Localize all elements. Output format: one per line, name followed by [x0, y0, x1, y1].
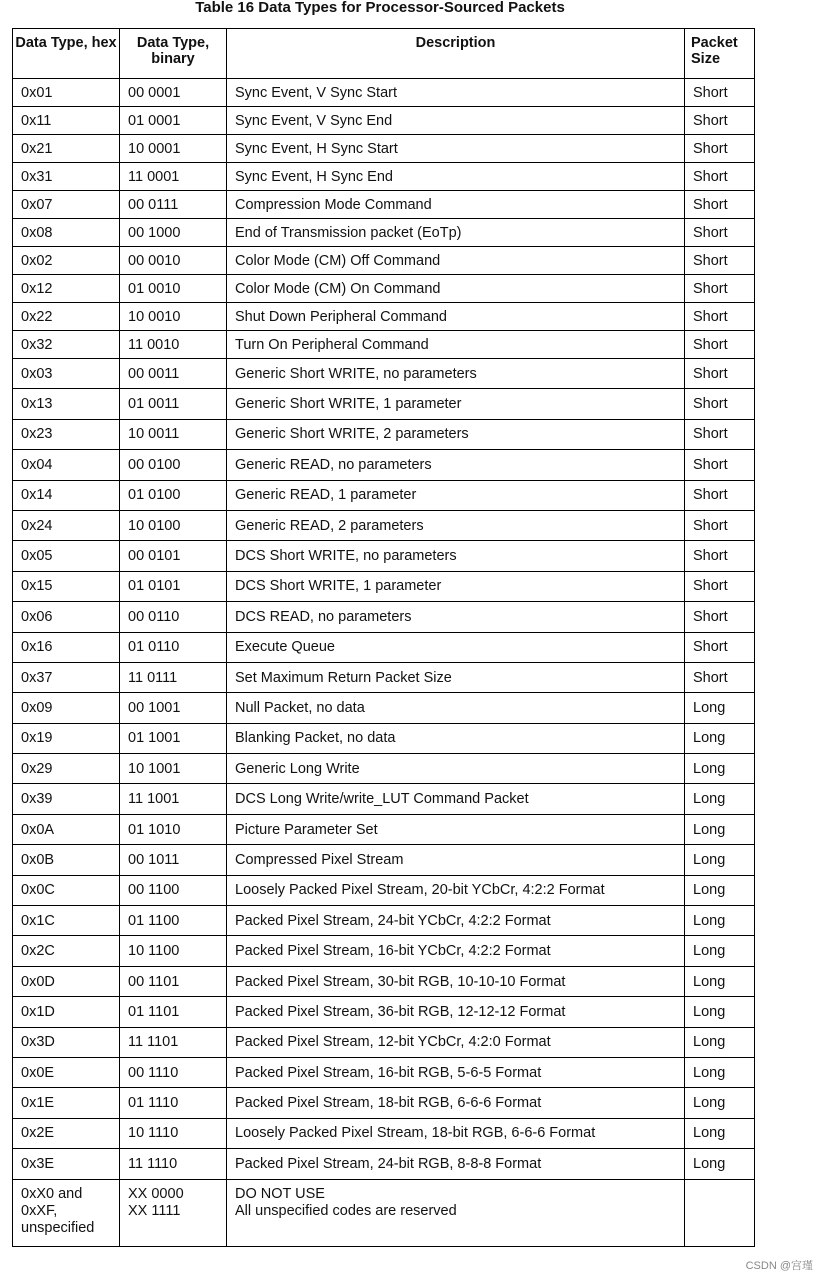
- cell-binary: 10 0100: [120, 510, 227, 540]
- cell-binary: 00 0111: [120, 191, 227, 219]
- table-body: [13, 79, 755, 1247]
- cell-description: Packed Pixel Stream, 36-bit RGB, 12-12-12 Format: [227, 997, 685, 1027]
- table-row: [13, 389, 755, 419]
- cell-binary: 01 0011: [120, 389, 227, 419]
- table-row: [13, 662, 755, 692]
- cell-binary: 00 1011: [120, 845, 227, 875]
- cell-hex: 0x1D: [13, 997, 120, 1027]
- cell-description: Packed Pixel Stream, 16-bit RGB, 5-6-5 Format: [227, 1057, 685, 1087]
- table-title: Table 16 Data Types for Processor-Sourced Packets: [195, 0, 565, 16]
- cell-description: Generic READ, no parameters: [227, 450, 685, 480]
- table-row: [13, 1149, 755, 1179]
- data-types-table: [12, 28, 755, 1247]
- table-row: [13, 79, 755, 107]
- cell-description: Sync Event, H Sync End: [227, 163, 685, 191]
- header-description: Description: [227, 29, 685, 79]
- cell-binary: 00 1001: [120, 693, 227, 723]
- cell-packet-size: Short: [685, 632, 755, 662]
- cell-hex: 0x0D: [13, 966, 120, 996]
- cell-packet-size: Long: [685, 1057, 755, 1087]
- watermark: CSDN @宫瑾: [745, 1260, 813, 1272]
- cell-binary: 11 1001: [120, 784, 227, 814]
- cell-packet-size: Long: [685, 966, 755, 996]
- cell-hex: 0x0C: [13, 875, 120, 905]
- header-binary: Data Type, binary: [120, 29, 227, 79]
- cell-binary: 01 1001: [120, 723, 227, 753]
- cell-hex: 0x3D: [13, 1027, 120, 1057]
- cell-packet-size: Short: [685, 450, 755, 480]
- cell-binary: 00 0011: [120, 359, 227, 389]
- cell-description: Shut Down Peripheral Command: [227, 303, 685, 331]
- cell-description: Set Maximum Return Packet Size: [227, 662, 685, 692]
- table-row: [13, 219, 755, 247]
- cell-binary: 01 1110: [120, 1088, 227, 1118]
- cell-packet-size: [685, 1179, 755, 1246]
- cell-binary: 10 0011: [120, 419, 227, 449]
- cell-hex: 0x07: [13, 191, 120, 219]
- cell-packet-size: Short: [685, 331, 755, 359]
- cell-packet-size: Long: [685, 997, 755, 1027]
- cell-packet-size: Short: [685, 191, 755, 219]
- cell-hex: 0x19: [13, 723, 120, 753]
- cell-hex: 0x09: [13, 693, 120, 723]
- cell-description: Generic Short WRITE, 2 parameters: [227, 419, 685, 449]
- cell-description: Sync Event, V Sync Start: [227, 79, 685, 107]
- cell-description: DCS Long Write/write_LUT Command Packet: [227, 784, 685, 814]
- cell-packet-size: Long: [685, 693, 755, 723]
- cell-binary-line: XX 1111: [128, 1202, 181, 1219]
- cell-packet-size: Short: [685, 163, 755, 191]
- table-row: [13, 303, 755, 331]
- cell-description: Picture Parameter Set: [227, 814, 685, 844]
- cell-description: Compressed Pixel Stream: [227, 845, 685, 875]
- cell-binary: 10 1110: [120, 1118, 227, 1148]
- table-row: [13, 107, 755, 135]
- table-row: [13, 331, 755, 359]
- cell-binary: 01 0100: [120, 480, 227, 510]
- cell-binary: 00 0101: [120, 541, 227, 571]
- cell-hex: 0x1C: [13, 906, 120, 936]
- cell-binary: 10 1001: [120, 754, 227, 784]
- table-row: [13, 510, 755, 540]
- cell-hex: 0x15: [13, 571, 120, 601]
- cell-binary: 00 1101: [120, 966, 227, 996]
- cell-description: Loosely Packed Pixel Stream, 20-bit YCbCr, 4:2:2 Format: [227, 875, 685, 905]
- cell-description: Generic Short WRITE, 1 parameter: [227, 389, 685, 419]
- cell-packet-size: Long: [685, 936, 755, 966]
- cell-packet-size: Short: [685, 79, 755, 107]
- cell-hex-line: 0xX0 and: [21, 1185, 83, 1202]
- cell-packet-size: Long: [685, 784, 755, 814]
- cell-hex: 0x02: [13, 247, 120, 275]
- cell-hex: 0x12: [13, 275, 120, 303]
- cell-binary: 00 0100: [120, 450, 227, 480]
- table-row: [13, 936, 755, 966]
- cell-binary: 01 1010: [120, 814, 227, 844]
- cell-hex: 0x0B: [13, 845, 120, 875]
- table-row: [13, 480, 755, 510]
- cell-binary: 11 1101: [120, 1027, 227, 1057]
- cell-binary: 00 1000: [120, 219, 227, 247]
- cell-packet-size: Long: [685, 875, 755, 905]
- cell-hex: 0x04: [13, 450, 120, 480]
- cell-packet-size: Short: [685, 219, 755, 247]
- cell-hex: [13, 1179, 120, 1246]
- cell-description: Packed Pixel Stream, 16-bit YCbCr, 4:2:2 Format: [227, 936, 685, 966]
- table-row: [13, 906, 755, 936]
- cell-description: Null Packet, no data: [227, 693, 685, 723]
- cell-binary: 10 0001: [120, 135, 227, 163]
- cell-packet-size: Long: [685, 723, 755, 753]
- cell-binary: 10 1100: [120, 936, 227, 966]
- cell-binary: 11 0010: [120, 331, 227, 359]
- cell-hex: 0x13: [13, 389, 120, 419]
- cell-description: Packed Pixel Stream, 24-bit YCbCr, 4:2:2 Format: [227, 906, 685, 936]
- cell-packet-size: Long: [685, 814, 755, 844]
- cell-packet-size: Short: [685, 662, 755, 692]
- cell-description: Turn On Peripheral Command: [227, 331, 685, 359]
- cell-hex: 0x21: [13, 135, 120, 163]
- cell-hex: 0x24: [13, 510, 120, 540]
- table-row: [13, 693, 755, 723]
- cell-description: Color Mode (CM) On Command: [227, 275, 685, 303]
- cell-hex: 0x31: [13, 163, 120, 191]
- cell-hex: 0x1E: [13, 1088, 120, 1118]
- cell-packet-size: Short: [685, 107, 755, 135]
- cell-hex: 0x16: [13, 632, 120, 662]
- cell-binary: 01 0101: [120, 571, 227, 601]
- cell-packet-size: Long: [685, 754, 755, 784]
- cell-description: Packed Pixel Stream, 12-bit YCbCr, 4:2:0 Format: [227, 1027, 685, 1057]
- cell-description: Sync Event, V Sync End: [227, 107, 685, 135]
- cell-binary: 00 1100: [120, 875, 227, 905]
- cell-binary-line: XX 0000: [128, 1185, 184, 1202]
- cell-hex: 0x06: [13, 602, 120, 632]
- cell-description: [227, 1179, 685, 1246]
- table-row: [13, 359, 755, 389]
- cell-packet-size: Short: [685, 247, 755, 275]
- table-row: [13, 571, 755, 601]
- cell-binary: 00 0010: [120, 247, 227, 275]
- cell-hex: 0x03: [13, 359, 120, 389]
- cell-binary: 00 1110: [120, 1057, 227, 1087]
- cell-binary: 11 0001: [120, 163, 227, 191]
- cell-hex: 0x37: [13, 662, 120, 692]
- cell-binary: 01 0110: [120, 632, 227, 662]
- cell-binary: 11 0111: [120, 662, 227, 692]
- cell-packet-size: Short: [685, 602, 755, 632]
- cell-description: Blanking Packet, no data: [227, 723, 685, 753]
- table-row: [13, 1057, 755, 1087]
- cell-packet-size: Long: [685, 1027, 755, 1057]
- cell-binary: 11 1110: [120, 1149, 227, 1179]
- cell-packet-size: Short: [685, 480, 755, 510]
- cell-packet-size: Short: [685, 510, 755, 540]
- cell-hex: 0x3E: [13, 1149, 120, 1179]
- table-row: [13, 602, 755, 632]
- table-row: [13, 1027, 755, 1057]
- cell-description: Generic Short WRITE, no parameters: [227, 359, 685, 389]
- cell-description: DCS READ, no parameters: [227, 602, 685, 632]
- table-row: [13, 419, 755, 449]
- cell-description: Packed Pixel Stream, 24-bit RGB, 8-8-8 Format: [227, 1149, 685, 1179]
- header-hex: Data Type, hex: [13, 29, 120, 79]
- cell-hex: 0x29: [13, 754, 120, 784]
- cell-description: Packed Pixel Stream, 18-bit RGB, 6-6-6 Format: [227, 1088, 685, 1118]
- cell-binary: 01 1100: [120, 906, 227, 936]
- cell-description: Generic READ, 1 parameter: [227, 480, 685, 510]
- table-row: [13, 723, 755, 753]
- table-row: [13, 997, 755, 1027]
- table-row: [13, 1118, 755, 1148]
- cell-packet-size: Short: [685, 303, 755, 331]
- cell-description: Compression Mode Command: [227, 191, 685, 219]
- table-row: [13, 754, 755, 784]
- table-row: [13, 275, 755, 303]
- cell-hex: 0x0E: [13, 1057, 120, 1087]
- table-row: [13, 875, 755, 905]
- table-row: [13, 845, 755, 875]
- cell-description-line: DO NOT USE: [235, 1185, 325, 1202]
- table-row: [13, 135, 755, 163]
- cell-binary: 00 0110: [120, 602, 227, 632]
- cell-description: DCS Short WRITE, no parameters: [227, 541, 685, 571]
- cell-binary: 01 1101: [120, 997, 227, 1027]
- cell-packet-size: Long: [685, 845, 755, 875]
- header-packet-size: Packet Size: [685, 29, 755, 79]
- cell-binary: 00 0001: [120, 79, 227, 107]
- table-row: [13, 966, 755, 996]
- cell-binary: [120, 1179, 227, 1246]
- cell-packet-size: Short: [685, 359, 755, 389]
- cell-binary: 01 0001: [120, 107, 227, 135]
- cell-hex-line: 0xXF,: [21, 1202, 58, 1219]
- cell-hex: 0x0A: [13, 814, 120, 844]
- cell-description: End of Transmission packet (EoTp): [227, 219, 685, 247]
- table-row-reserved: [13, 1179, 755, 1246]
- cell-packet-size: Short: [685, 135, 755, 163]
- header-row: [13, 29, 755, 79]
- table-row: [13, 814, 755, 844]
- cell-hex: 0x01: [13, 79, 120, 107]
- cell-packet-size: Long: [685, 1118, 755, 1148]
- cell-packet-size: Short: [685, 419, 755, 449]
- table-row: [13, 247, 755, 275]
- table-row: [13, 784, 755, 814]
- cell-hex: 0x22: [13, 303, 120, 331]
- cell-packet-size: Long: [685, 1088, 755, 1118]
- cell-hex: 0x2E: [13, 1118, 120, 1148]
- cell-description: Packed Pixel Stream, 30-bit RGB, 10-10-10 Format: [227, 966, 685, 996]
- cell-packet-size: Long: [685, 1149, 755, 1179]
- cell-packet-size: Short: [685, 275, 755, 303]
- cell-binary: 10 0010: [120, 303, 227, 331]
- cell-hex: 0x23: [13, 419, 120, 449]
- cell-description: Sync Event, H Sync Start: [227, 135, 685, 163]
- cell-description: Generic Long Write: [227, 754, 685, 784]
- cell-description: Generic READ, 2 parameters: [227, 510, 685, 540]
- cell-binary: 01 0010: [120, 275, 227, 303]
- cell-packet-size: Short: [685, 389, 755, 419]
- table-row: [13, 163, 755, 191]
- cell-hex: 0x2C: [13, 936, 120, 966]
- cell-packet-size: Short: [685, 541, 755, 571]
- cell-hex: 0x08: [13, 219, 120, 247]
- cell-packet-size: Long: [685, 906, 755, 936]
- table-row: [13, 632, 755, 662]
- cell-hex: 0x05: [13, 541, 120, 571]
- cell-description: DCS Short WRITE, 1 parameter: [227, 571, 685, 601]
- cell-hex: 0x39: [13, 784, 120, 814]
- cell-packet-size: Short: [685, 571, 755, 601]
- cell-description: Color Mode (CM) Off Command: [227, 247, 685, 275]
- cell-description-line: All unspecified codes are reserved: [235, 1202, 457, 1219]
- cell-hex: 0x14: [13, 480, 120, 510]
- table-row: [13, 450, 755, 480]
- table-row: [13, 1088, 755, 1118]
- table-row: [13, 191, 755, 219]
- cell-hex-line: unspecified: [21, 1219, 95, 1236]
- cell-description: Execute Queue: [227, 632, 685, 662]
- cell-hex: 0x11: [13, 107, 120, 135]
- cell-description: Loosely Packed Pixel Stream, 18-bit RGB, 6-6-6 Format: [227, 1118, 685, 1148]
- cell-hex: 0x32: [13, 331, 120, 359]
- table-row: [13, 541, 755, 571]
